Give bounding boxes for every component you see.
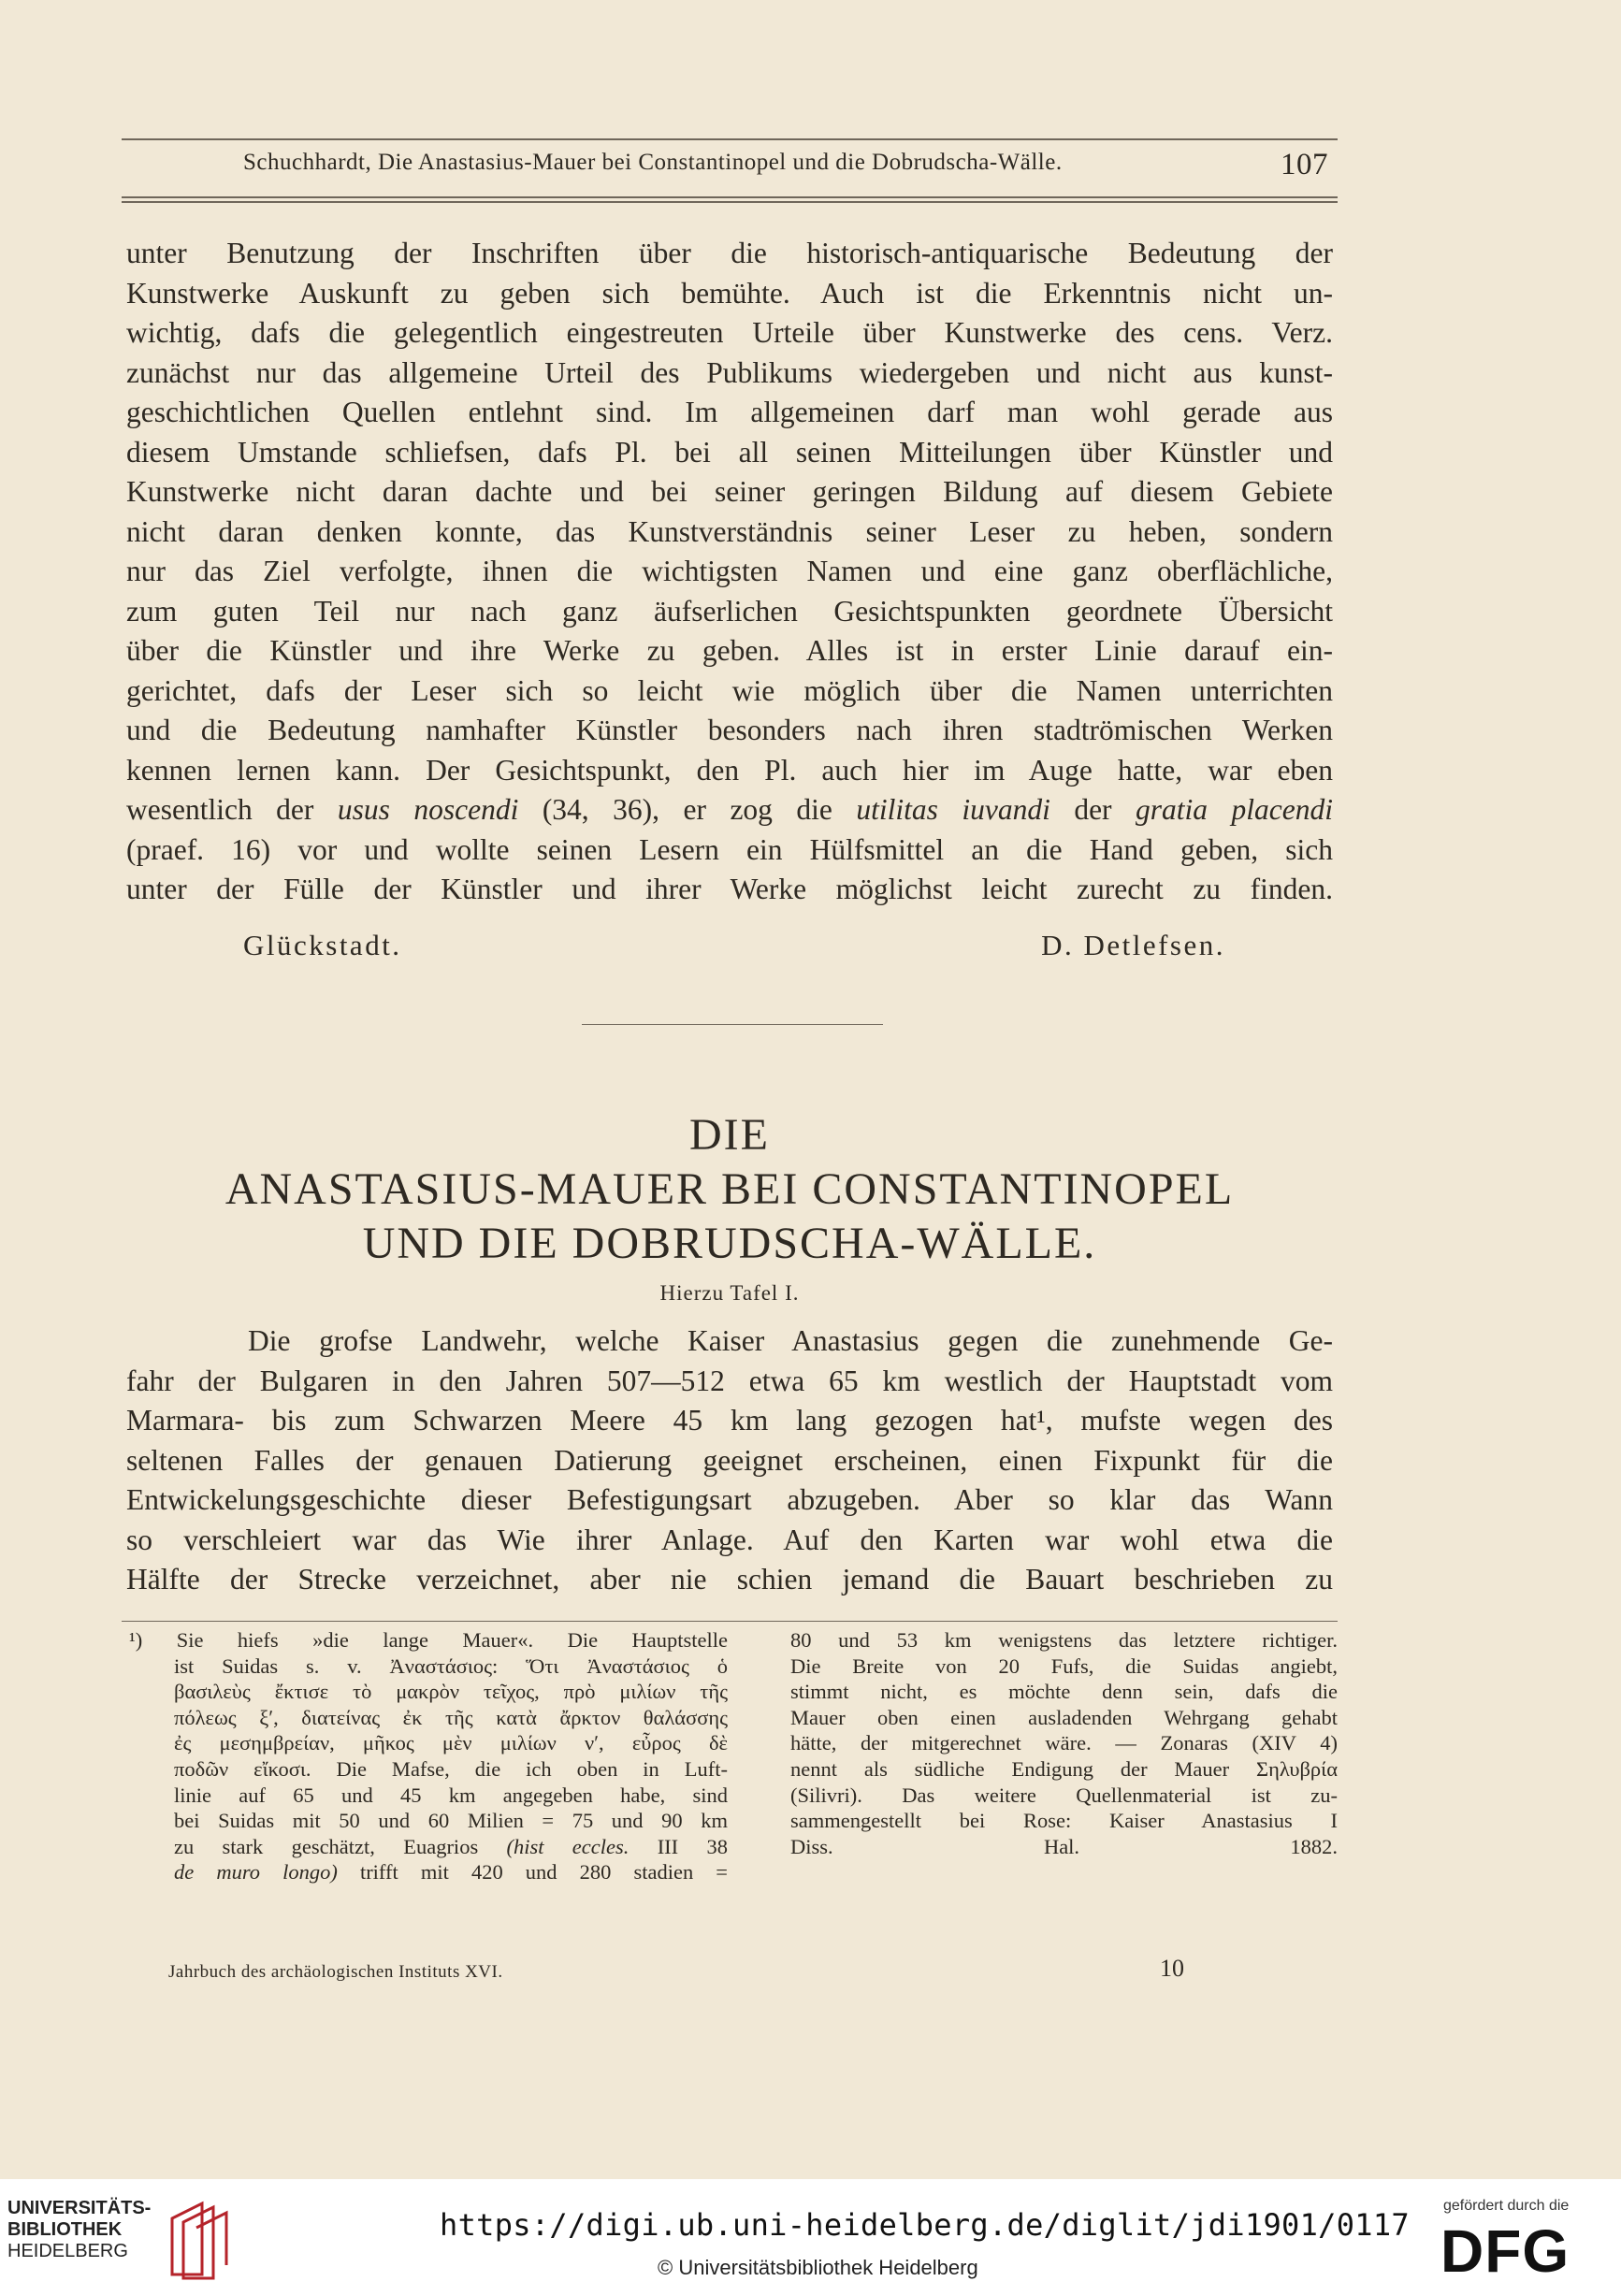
text-line-with-latin [126, 790, 1333, 830]
citation: de muro longo) [174, 1860, 338, 1884]
footnote-line: 80 und 53 km wenigstens das letztere richtiger. [790, 1628, 1338, 1652]
footnote-line: sammengestellt bei Rose: Kaiser Anastasius I [790, 1809, 1338, 1833]
text-line: und die Bedeutung namhafter Künstler besonders nach ihren stadtrömischen Werken [126, 714, 1333, 746]
text-line: unter Benutzung der Inschriften über die historisch-antiquarische Bedeutung der [126, 237, 1333, 269]
library-name-line: UNIVERSITÄTS- [7, 2198, 152, 2218]
footnote-rule [122, 1621, 1338, 1622]
text-line: wichtig, dafs die gelegentlich eingestreuten Urteile über Kunstwerke des cens. Verz. [126, 316, 1333, 349]
library-name-line: BIBLIOTHEK [7, 2219, 123, 2240]
copyright-notice: © Universitätsbibliothek Heidelberg [658, 2256, 978, 2279]
footnote-line: hätte, der mitgerechnet wäre. — Zonaras (XIV 4) [790, 1731, 1338, 1755]
running-title: Schuchhardt, Die Anastasius-Mauer bei Constantinopel und die Dobrudscha-Wälle. [243, 150, 1063, 175]
text-line: Hälfte der Strecke verzeichnet, aber nie schien jemand die Bauart beschrieben zu [126, 1563, 1333, 1596]
footnote-line: πόλεως ξʹ, διατείνας ἐκ τῆς κατὰ ἄρκτον θαλάσσης [174, 1705, 728, 1729]
header-top-rule [122, 138, 1338, 140]
article-title [122, 1108, 1338, 1271]
article-subtitle: Hierzu Tafel I. [659, 1281, 800, 1305]
text-line: Entwickelungsgeschichte dieser Befestigungsart abzugeben. Aber so klar das Wann [126, 1483, 1333, 1516]
footnote-line: Die Breite von 20 Fufs, die Suidas angiebt, [790, 1653, 1338, 1678]
text-line: Die grofse Landwehr, welche Kaiser Anastasius gegen die zunehmende Ge- [248, 1324, 1333, 1357]
text-line: (praef. 16) vor und wollte seinen Lesern ein Hülfsmittel an die Hand geben, sich [126, 832, 1333, 866]
text-line: über die Künstler und ihre Werke zu geben. Alles ist in erster Linie darauf ein- [126, 634, 1333, 667]
header-bottom-rule [122, 196, 1338, 198]
library-name-line: HEIDELBERG [7, 2241, 128, 2261]
text-line: geschichtlichen Quellen entlehnt sind. Im allgemeinen darf man wohl gerade aus [126, 396, 1333, 428]
digitization-footer [0, 2179, 1621, 2296]
title-line: UND DIE DOBRUDSCHA-WÄLLE. [362, 1219, 1097, 1268]
section-divider [582, 1024, 883, 1025]
text-line: fahr der Bulgaren in den Jahren 507—512 etwa 65 km westlich der Hauptstadt vom [126, 1364, 1333, 1397]
latin-phrase: utilitas iuvandi [856, 793, 1050, 826]
footnote-line [129, 1859, 728, 1885]
footnote-line: Mauer oben einen ausladenden Wehrgang gehabt [790, 1705, 1338, 1729]
text-segment: (34, 36), er zog die [518, 793, 857, 826]
text-line: seltenen Falles der genauen Datierung geeignet erscheinen, einen Fixpunkt für die [126, 1443, 1333, 1477]
dfg-logo[interactable]: DFG [1440, 2217, 1570, 2285]
footnote-line: stimmt nicht, es möchte denn sein, dafs die [790, 1680, 1338, 1704]
footnote-line: linie auf 65 und 45 km angegeben habe, sind [174, 1783, 728, 1807]
text-line: Marmara- bis zum Schwarzen Meere 45 km lang gezogen hat¹, mufste wegen des [126, 1404, 1333, 1437]
citation: (hist eccles. [506, 1834, 630, 1858]
text-line: nur das Ziel verfolgte, ihnen die wichtigsten Namen und eine ganz oberflächliche, [126, 555, 1333, 587]
library-logo[interactable] [7, 2198, 232, 2282]
text-segment: III 38 [629, 1834, 728, 1858]
text-segment: wesentlich der [126, 793, 338, 826]
footnote-line: βασιλεὺς ἔκτισε τὸ μακρὸν τεῖχος, πρὸ μιλίων τῆς [174, 1680, 728, 1704]
footnote-line: ¹) Sie hiefs »die lange Mauer«. Die Hauptstelle [129, 1628, 728, 1652]
signature-place: Glückstadt. [243, 929, 402, 961]
footnote-right-column [790, 1627, 1338, 1859]
continued-article-text [126, 234, 1333, 910]
sheet-number: 10 [1160, 1955, 1184, 1982]
text-line: Kunstwerke Auskunft zu geben sich bemühte. Auch ist die Erkenntnis nicht un- [126, 276, 1333, 310]
text-line: diesem Umstande schliefsen, dafs Pl. bei all seinen Mitteilungen über Künstler und [126, 435, 1333, 469]
text-line: nicht daran denken konnte, das Kunstverständnis seiner Leser zu heben, sondern [126, 514, 1333, 548]
library-emblem-icon [165, 2200, 232, 2280]
footnote-line: ἐς μεσημβρείαν, μῆκος μὲν μιλίων νʹ, εὖρος δὲ [174, 1731, 728, 1755]
footnote-line: nennt als südliche Endigung der Mauer Σηλυβρία [790, 1756, 1338, 1781]
footnote-line: (Silivri). Das weitere Quellenmaterial ist zu- [790, 1783, 1338, 1807]
text-line: so verschleiert war das Wie ihrer Anlage. Auf den Karten war wohl etwa die [126, 1523, 1333, 1556]
footnote-line: Diss. Hal. 1882. [790, 1834, 1338, 1858]
text-segment: der [1049, 793, 1136, 826]
permalink-url[interactable]: https://digi.ub.uni-heidelberg.de/diglit/jdi1901/0117 [440, 2207, 1410, 2243]
footnote-line [129, 1834, 728, 1860]
title-line: ANASTASIUS-MAUER BEI CONSTANTINOPEL [224, 1164, 1235, 1214]
footnote-line: ποδῶν εἴκοσι. Die Mafse, die ich oben in Luft- [174, 1756, 728, 1781]
article-body [126, 1321, 1333, 1600]
footnote-line: ist Suidas s. v. Ἀναστάσιος: Ὅτι Ἀναστάσιος ὁ [174, 1653, 728, 1678]
text-line: kennen lernen kann. Der Gesichtspunkt, den Pl. auch hier im Auge hatte, war eben [126, 753, 1333, 787]
text-line: unter der Fülle der Künstler und ihrer Werke möglichst leicht zurecht zu finden. [126, 873, 1333, 905]
header-bottom-rule-double [122, 201, 1338, 203]
signature [243, 929, 1225, 971]
title-line: DIE [689, 1110, 770, 1160]
signature-author: D. Detlefsen. [1041, 929, 1225, 961]
funded-by-label: gefördert durch die [1443, 2198, 1570, 2214]
text-line: zunächst nur das allgemeine Urteil des Publikums wiedergeben und nicht aus kunst- [126, 355, 1333, 389]
journal-signature-line: Jahrbuch des archäologischen Instituts XVI. [168, 1962, 503, 1982]
library-name [7, 2198, 151, 2262]
running-head [122, 150, 1338, 187]
text-segment: zu stark geschätzt, Euagrios [174, 1834, 507, 1858]
latin-phrase: gratia placendi [1136, 793, 1333, 826]
footnote-line: bei Suidas mit 50 und 60 Milien = 75 und 90 km [174, 1809, 728, 1833]
text-line: zum guten Teil nur nach ganz äufserlichen Gesichtspunkten geordnete Übersicht [126, 594, 1333, 628]
footnote-left-column [129, 1627, 728, 1885]
latin-phrase: usus noscendi [337, 793, 519, 826]
text-line: gerichtet, dafs der Leser sich so leicht wie möglich über die Namen unterrichten [126, 673, 1333, 707]
text-segment: trifft mit 420 und 280 stadien = [337, 1860, 728, 1884]
page-number: 107 [1281, 148, 1328, 181]
text-line: Kunstwerke nicht daran dachte und bei seiner geringen Bildung auf diesem Gebiete [126, 475, 1333, 508]
